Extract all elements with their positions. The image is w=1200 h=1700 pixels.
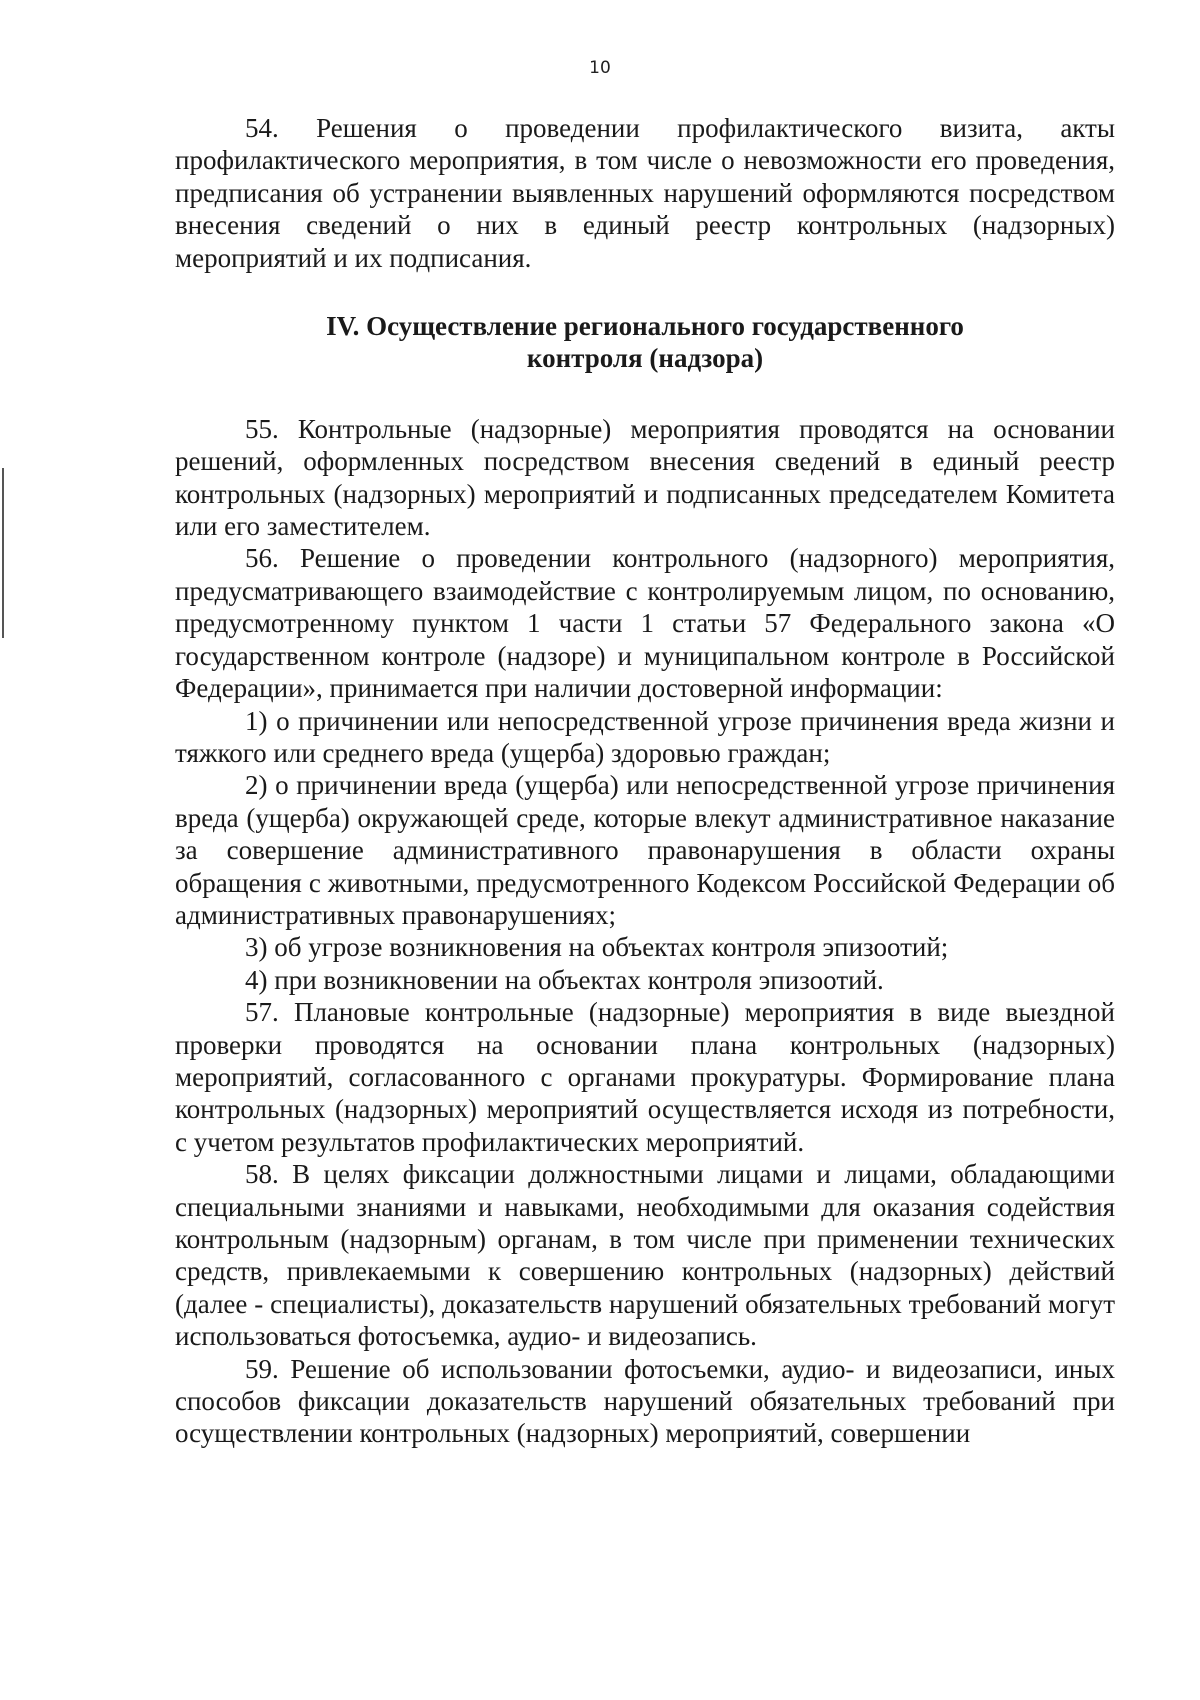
paragraph-59: 59. Решение об использовании фотосъемки, аудио- и видеозаписи, иных способов фиксации доказательств нарушений обязательных требований при осуществлении контрольных (надзорных) мероприятий, совершении [175,1353,1115,1449]
section-heading-line-2: контроля (надзора) [526,343,764,374]
section-heading-line-1: IV. Осуществление регионального государственного [326,311,964,342]
paragraph-58: 58. В целях фиксации должностными лицами и лицами, обладающими специальными знаниями и навыками, необходимыми для оказания содействия контрольным (надзорным) органам, в том числе при применении технических средств, привлекаемыми к совершению контрольных (надзорных) действий (далее - специалисты), доказательств нарушений обязательных требований могут использоваться фотосъемка, аудио- и видеозапись. [175,1159,1115,1352]
paragraph-54: 54. Решения о проведении профилактического визита, акты профилактического мероприятия, в том числе о невозможности его проведения, предписания об устранении выявленных нарушений оформляются посредством внесения сведений о них в единый реестр контрольных (надзорных) мероприятий и их подписания. [175,113,1115,273]
paragraph-57: 57. Плановые контрольные (надзорные) мероприятия в виде выездной проверки проводятся на основании плана контрольных (надзорных) мероприятий, согласованного с органами прокуратуры. Формирование плана контрольных (надзорных) мероприятий осуществляется исходя из потребности, с учетом результатов профилактических мероприятий. [175,997,1115,1157]
page-number: 10 [589,58,611,78]
paragraph-56-item-2: 2) о причинении вреда (ущерба) или непосредственной угрозе причинения вреда (ущерба) окружающей среде, которые влекут административное наказание за совершение административного правонарушения в области охраны обращения с животными, предусмотренного Кодексом Российской Федерации об административных правонарушениях; [175,770,1115,930]
paragraph-55: 55. Контрольные (надзорные) мероприятия проводятся на основании решений, оформленных посредством внесения сведений в единый реестр контрольных (надзорных) мероприятий и подписанных председателем Комитета или его заместителем. [175,413,1115,542]
paragraph-56: 56. Решение о проведении контрольного (надзорного) мероприятия, предусматривающего взаимодействие с контролируемым лицом, по основанию, предусмотренному пунктом 1 части 1 статьи 57 Федерального закона «О государственном контроле (надзоре) и муниципальном контроле в Российской Федерации», принимается при наличии достоверной информации: [175,543,1115,704]
paragraph-56-item-1: 1) о причинении или непосредственной угрозе причинения вреда жизни и тяжкого или среднего вреда (ущерба) здоровью граждан; [175,705,1115,768]
paragraph-56-item-3: 3) об угрозе возникновения на объектах контроля эпизоотий; [245,932,949,963]
scan-margin-mark [2,468,4,638]
section-heading [175,310,1115,375]
paragraph-56-item-4: 4) при возникновении на объектах контроля эпизоотий. [245,964,884,995]
document-body [175,112,1115,1450]
